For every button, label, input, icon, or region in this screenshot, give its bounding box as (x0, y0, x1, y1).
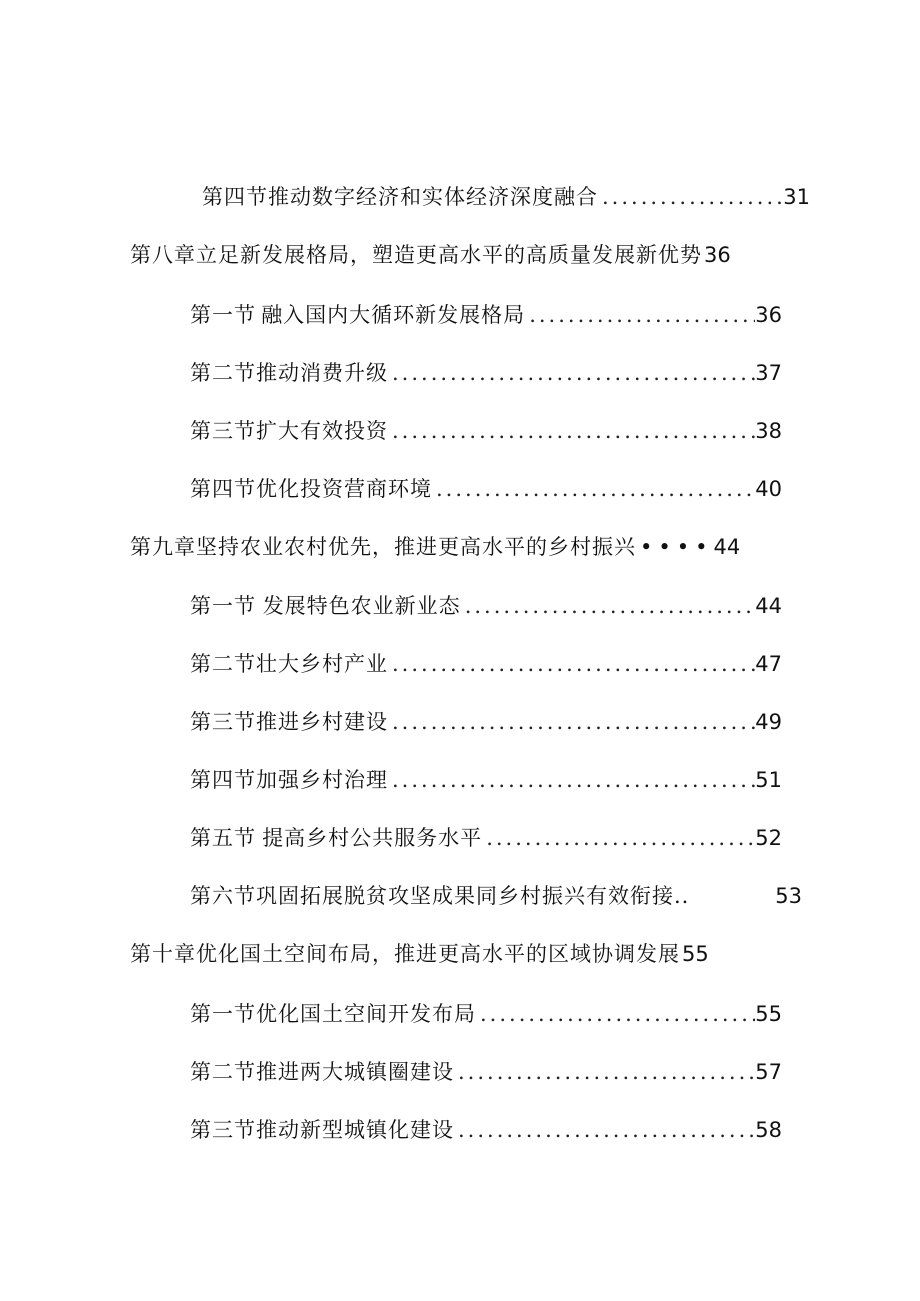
toc-entry-page: 37 (755, 361, 782, 385)
toc-entry-title: 第四节优化投资营商环境 (190, 477, 432, 501)
toc-entry-title: 第二节推动消费升级 (190, 361, 388, 385)
toc-entry-section[interactable] (190, 1055, 782, 1089)
toc-entry-page: 36 (755, 303, 782, 327)
toc-entry-section[interactable] (190, 472, 782, 506)
toc-entry-page: 40 (755, 477, 782, 501)
toc-entry-section[interactable] (202, 180, 810, 214)
toc-entry-page: 52 (755, 826, 782, 850)
toc-entry-title: 第三节推进乡村建设 (190, 710, 388, 734)
toc-entry-page: 44 (755, 594, 782, 618)
toc-leader-dots (598, 180, 783, 214)
toc-leader-dots (454, 1055, 755, 1089)
toc-leader-dots (388, 414, 755, 448)
toc-leader-dots (454, 1113, 755, 1147)
toc-entry-title: 第十章优化国土空间布局，推进更高水平的区域协调发展 (130, 942, 680, 966)
toc-entry-page: 44 (713, 535, 741, 559)
toc-entry-title: 第三节扩大有效投资 (190, 419, 388, 443)
toc-entry-title: 第二节壮大乡村产业 (190, 652, 388, 676)
toc-leader-dots (461, 589, 756, 623)
toc-leader-dots (525, 298, 755, 332)
toc-entry-page: 58 (755, 1118, 782, 1142)
toc-entry-page: 55 (755, 1002, 782, 1026)
toc-entry-page: 47 (755, 652, 782, 676)
toc-entry-section[interactable] (190, 414, 782, 448)
toc-leader-dots (388, 647, 755, 681)
toc-entry-section[interactable] (190, 705, 782, 739)
toc-entry-page: 53 (775, 884, 802, 908)
toc-entry-page: 57 (755, 1060, 782, 1084)
toc-entry-page: 38 (755, 419, 782, 443)
toc-entry-label: 第一节 (190, 594, 256, 618)
toc-entry-chapter[interactable] (130, 937, 770, 971)
toc-entry-section[interactable] (190, 647, 782, 681)
toc-entry-page: 31 (783, 185, 810, 209)
toc-entry-section[interactable] (190, 589, 782, 623)
toc-entry-title: 第九章坚持农业农村优先，推进更高水平的乡村振兴 (130, 535, 636, 559)
toc-leader-dots (482, 821, 755, 855)
toc-entry-title: 发展特色农业新业态 (262, 594, 461, 618)
toc-entry-title: 第四节加强乡村治理 (190, 768, 388, 792)
toc-entry-section[interactable] (190, 1113, 782, 1147)
toc-entry-page: 51 (755, 768, 782, 792)
toc-entry-title: 提高乡村公共服务水平 (262, 826, 483, 850)
toc-entry-section[interactable] (190, 879, 802, 913)
toc-entry-title: 第六节巩固拓展脱贫攻坚成果同乡村振兴有效衔接.. (190, 884, 690, 908)
toc-entry-page: 36 (704, 243, 731, 267)
toc-entry-section[interactable] (190, 298, 782, 332)
toc-entry-page: 55 (682, 942, 709, 966)
toc-leader-dots (388, 356, 755, 390)
toc-entry-chapter[interactable] (130, 530, 790, 564)
toc-entry-label: 第一节 (190, 303, 256, 327)
toc-entry-title: 融入国内大循环新发展格局 (261, 303, 526, 327)
toc-entry-section[interactable] (190, 763, 782, 797)
toc-entry-title: 第八章立足新发展格局，塑造更高水平的高质量发展新优势 (130, 243, 702, 267)
toc-entry-title: 第三节推动新型城镇化建设 (190, 1118, 454, 1142)
toc-bullet-leader: •••• (640, 535, 714, 559)
toc-entry-section[interactable] (190, 997, 782, 1031)
toc-entry-page: 49 (755, 710, 782, 734)
toc-entry-label: 第五节 (190, 826, 256, 850)
toc-leader-dots (388, 763, 755, 797)
toc-entry-section[interactable] (190, 821, 782, 855)
toc-leader-dots (388, 705, 755, 739)
toc-entry-section[interactable] (190, 356, 782, 390)
toc-entry-title: 第四节推动数字经济和实体经济深度融合 (202, 185, 598, 209)
toc-entry-title: 第二节推进两大城镇圈建设 (190, 1060, 454, 1084)
toc-leader-dots (432, 472, 755, 506)
toc-leader-dots (476, 997, 755, 1031)
toc-entry-title: 第一节优化国土空间开发布局 (190, 1002, 476, 1026)
toc-entry-chapter[interactable] (130, 238, 770, 272)
